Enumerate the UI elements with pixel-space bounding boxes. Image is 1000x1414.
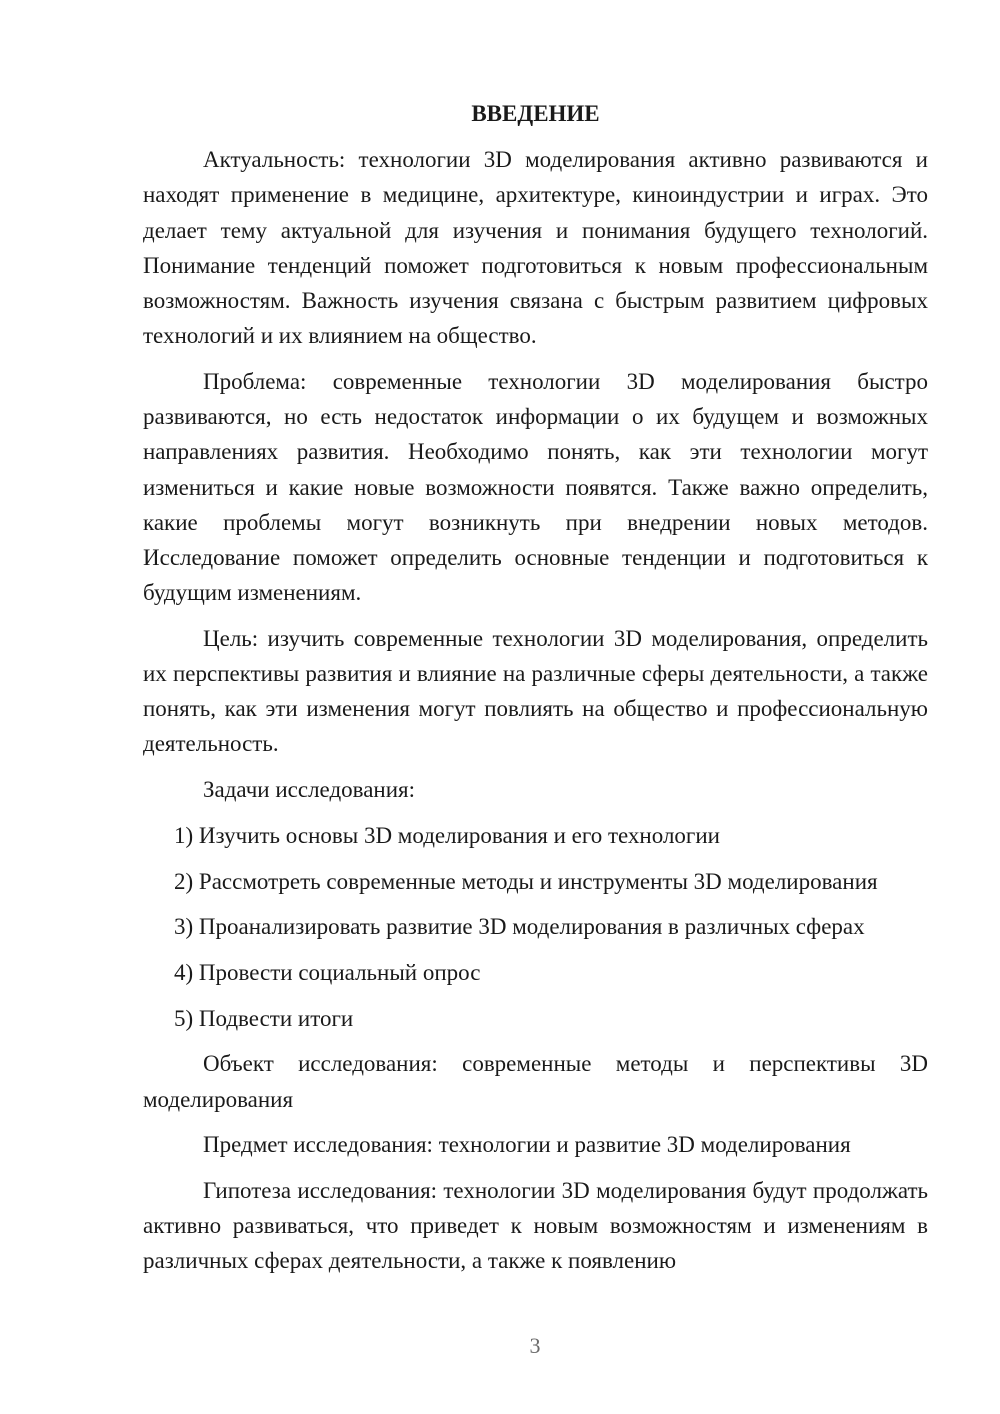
page-number: 3 — [529, 1333, 541, 1358]
paragraph-hypothesis: Гипотеза исследования: технологии 3D моделирования будут продолжать активно развиваться, что приведет к новым возможностям и изменениям в различных сферах деятельности, а также к появлению — [143, 1177, 928, 1274]
document-body — [143, 96, 928, 1279]
paragraph-subject: Предмет исследования: технологии и развитие 3D моделирования — [203, 1132, 851, 1158]
paragraph-goal: Цель: изучить современные технологии 3D моделирования, определить их перспективы развития и влияние на различные сферы деятельности, а также понять, как эти изменения могут повлиять на общество и профессиональную деятельность. — [143, 625, 928, 757]
paragraph-object: Объект исследования: современные методы и перспективы 3D моделирования — [143, 1051, 928, 1112]
section-heading: ВВЕДЕНИЕ — [471, 101, 600, 126]
task-item-1: 1) Изучить основы 3D моделирования и его технологии — [174, 822, 720, 848]
task-item-2: 2) Рассмотреть современные методы и инструменты 3D моделирования — [174, 868, 878, 894]
paragraph-problem: Проблема: современные технологии 3D моделирования быстро развиваются, но есть недостаток информации о их будущем и возможных направлениях развития. Необходимо понять, как эти технологии могут измениться и какие новые возможности появятся. Также важно определить, какие проблемы могут возникнуть при внедрении новых методов. Исследование поможет определить основные тенденции и подготовиться к будущим изменениям. — [143, 368, 928, 606]
task-item-4: 4) Провести социальный опрос — [174, 959, 481, 985]
task-item-3: 3) Проанализировать развитие 3D моделирования в различных сферах — [174, 914, 865, 940]
paragraph-relevance: Актуальность: технологии 3D моделирования активно развиваются и находят применение в медицине, архитектуре, киноиндустрии и играх. Это делает тему актуальной для изучения и понимания будущего технологий. Понимание тенденций поможет подготовиться к новым профессиональным возможностям. Важность изучения связана с быстрым развитием цифровых технологий и их влиянием на общество. — [143, 147, 928, 349]
task-item-5: 5) Подвести итоги — [174, 1005, 354, 1031]
paragraph-tasks-title: Задачи исследования: — [203, 777, 416, 803]
